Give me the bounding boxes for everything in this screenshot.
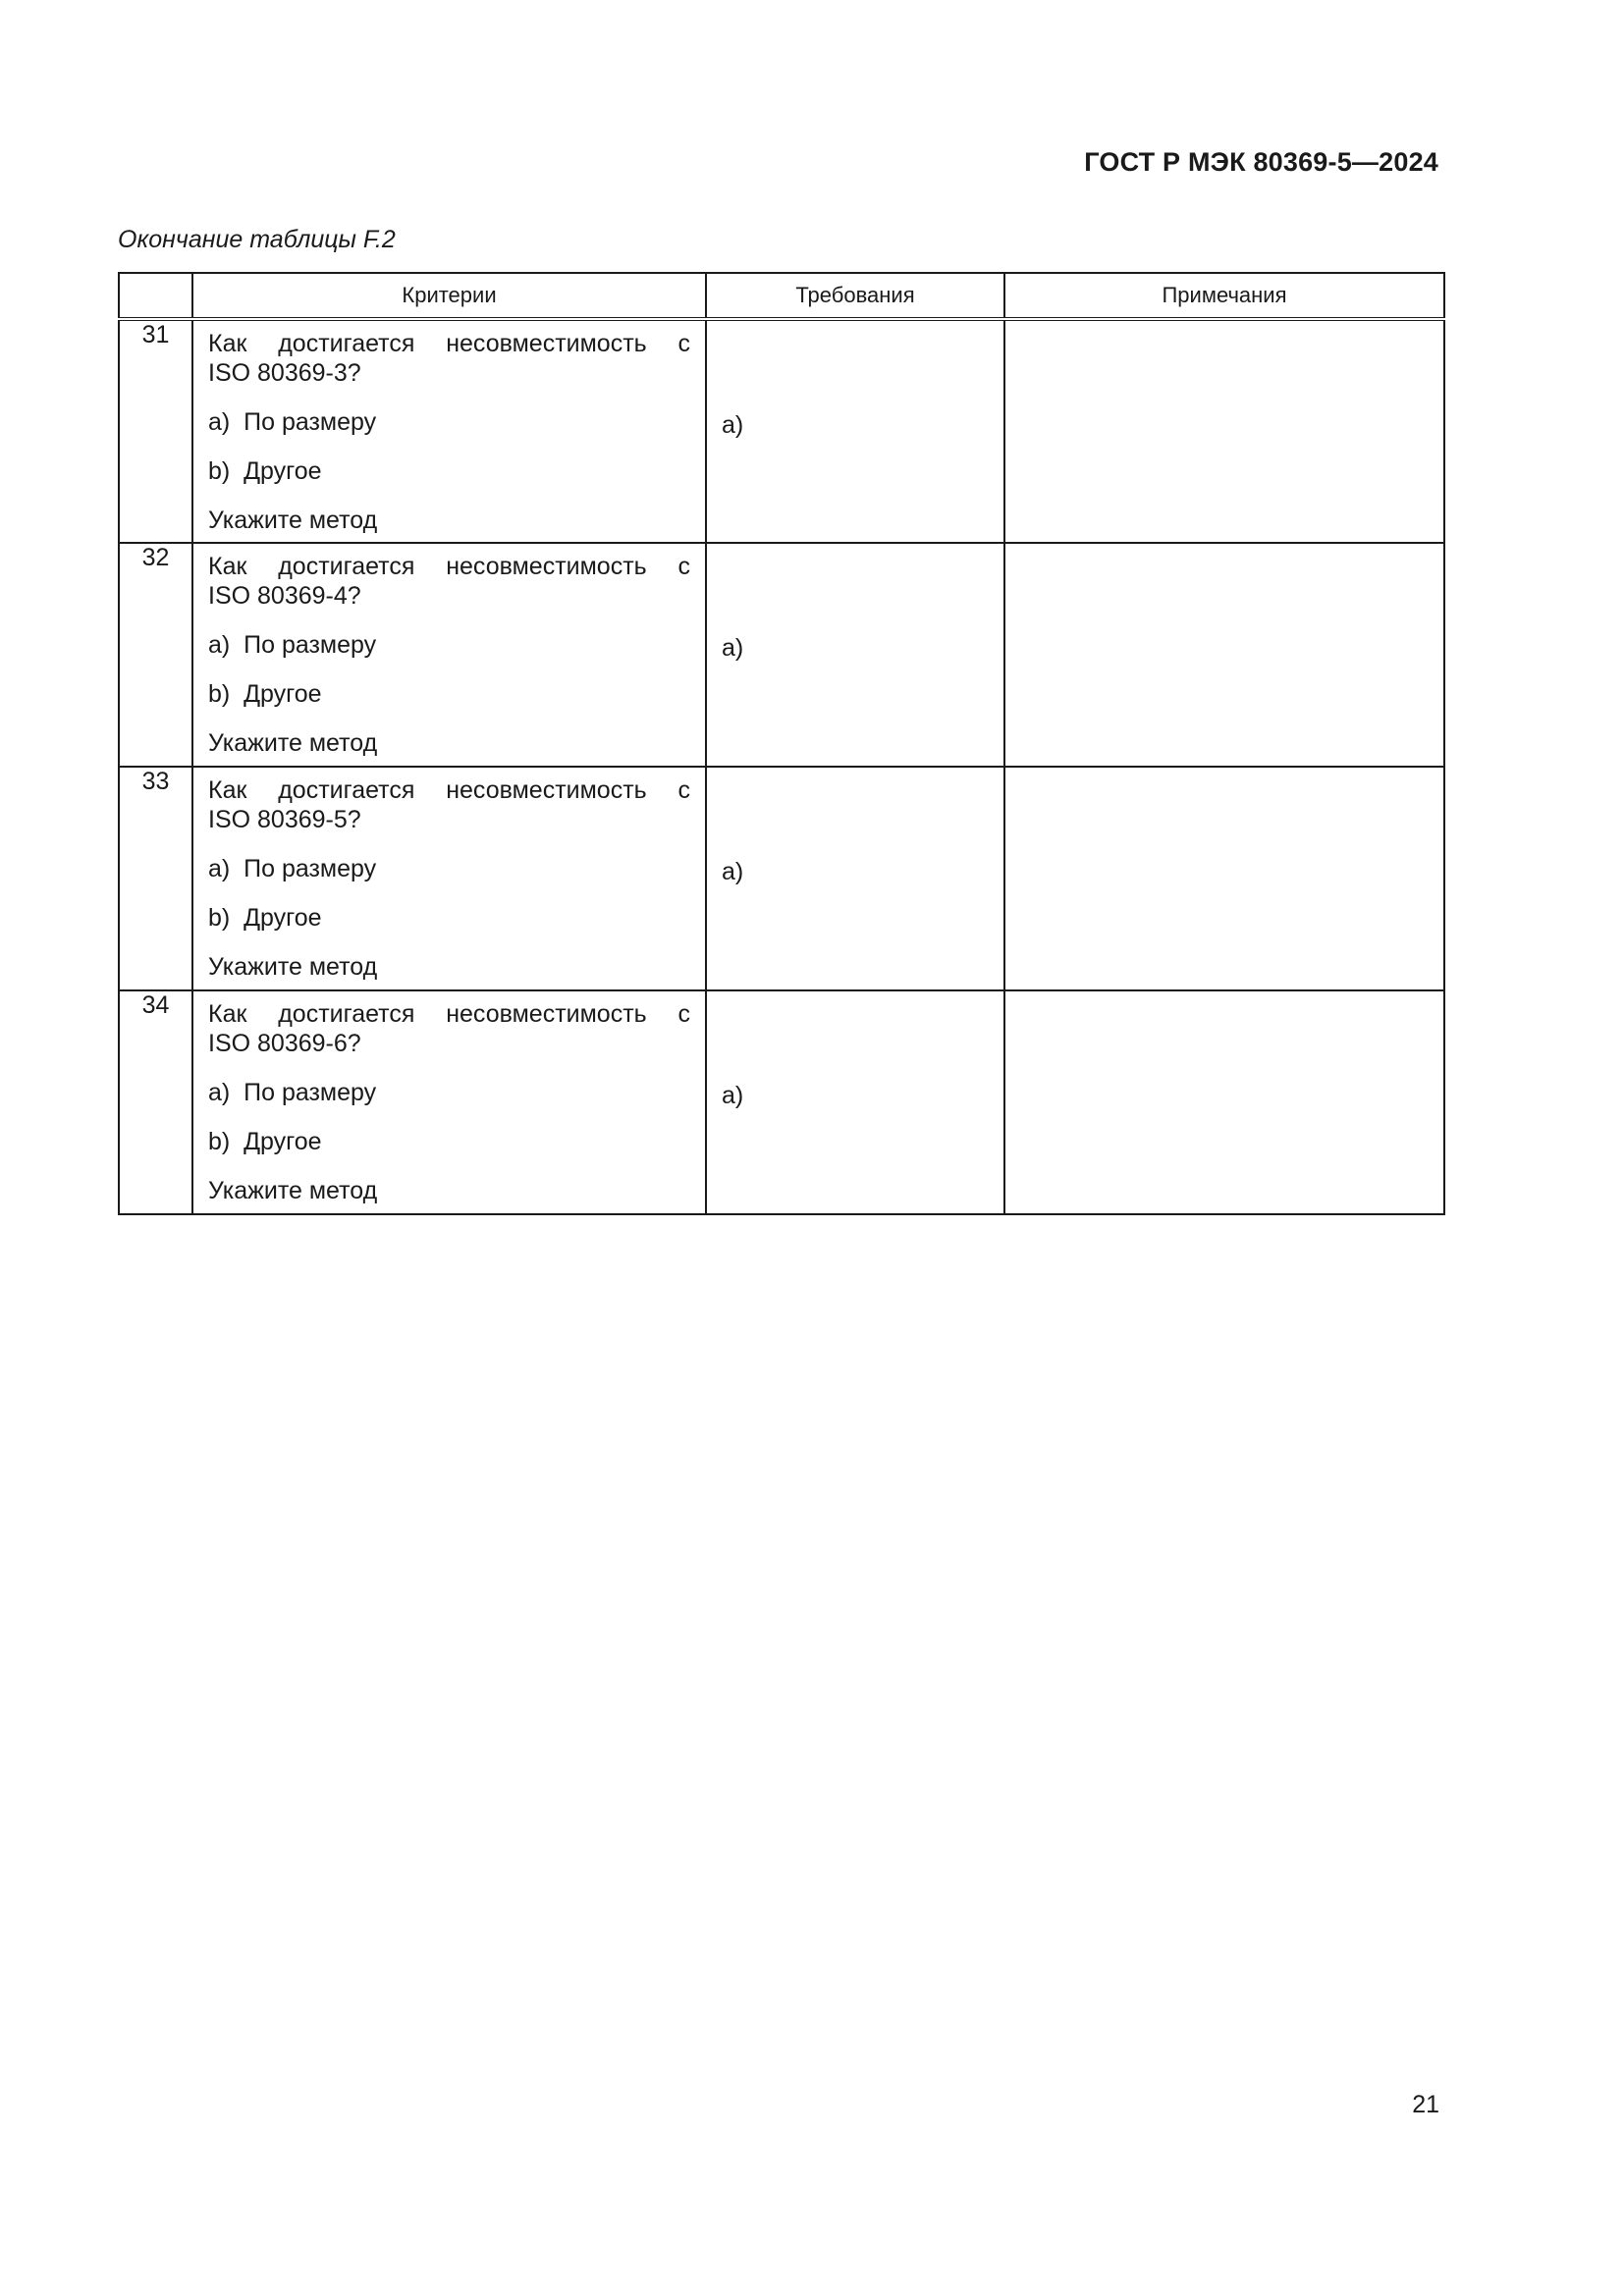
question-line xyxy=(208,999,690,1029)
method-prompt: Укажите метод xyxy=(208,507,378,534)
question-word: достигается xyxy=(278,1000,415,1028)
question-word: Как xyxy=(208,776,247,804)
column-header-requirements: Требования xyxy=(706,273,1004,319)
requirement-value: a) xyxy=(722,858,744,885)
question-word: с xyxy=(677,330,690,357)
requirement-cell xyxy=(706,767,1004,990)
note-cell xyxy=(1004,543,1444,767)
method-prompt: Укажите метод xyxy=(208,953,378,981)
column-header-number xyxy=(119,273,192,319)
option-b: b) Другое xyxy=(208,457,322,485)
question-word: с xyxy=(677,776,690,804)
question-line xyxy=(208,329,690,358)
method-prompt: Укажите метод xyxy=(208,1177,378,1204)
row-number: 33 xyxy=(119,767,192,990)
requirement-value: a) xyxy=(722,1082,744,1109)
table-row xyxy=(119,543,1444,767)
question-standard: ISO 80369-4? xyxy=(208,582,361,610)
table-row xyxy=(119,767,1444,990)
question-word: Как xyxy=(208,1000,247,1028)
question-standard: ISO 80369-6? xyxy=(208,1030,361,1057)
question-word: несовместимость xyxy=(446,776,647,804)
question-word: несовместимость xyxy=(446,330,647,357)
note-cell xyxy=(1004,319,1444,543)
requirement-cell xyxy=(706,990,1004,1214)
requirement-cell xyxy=(706,319,1004,543)
question-word: достигается xyxy=(278,553,415,580)
option-a: a) По размеру xyxy=(208,631,377,659)
column-header-notes: Примечания xyxy=(1004,273,1444,319)
column-header-criteria: Критерии xyxy=(192,273,706,319)
question-line xyxy=(208,775,690,805)
question-standard: ISO 80369-5? xyxy=(208,806,361,833)
question-standard: ISO 80369-3? xyxy=(208,359,361,387)
method-prompt: Укажите метод xyxy=(208,729,378,757)
criteria-cell xyxy=(192,767,706,990)
option-b: b) Другое xyxy=(208,904,322,932)
option-b: b) Другое xyxy=(208,1128,322,1155)
page-number: 21 xyxy=(1412,2091,1439,2118)
criteria-cell xyxy=(192,990,706,1214)
question-word: с xyxy=(677,553,690,580)
question-word: несовместимость xyxy=(446,1000,647,1028)
note-cell xyxy=(1004,990,1444,1214)
option-a: a) По размеру xyxy=(208,1079,377,1106)
question-word: несовместимость xyxy=(446,553,647,580)
question-word: достигается xyxy=(278,330,415,357)
question-line xyxy=(208,552,690,581)
criteria-cell xyxy=(192,543,706,767)
table-row xyxy=(119,319,1444,543)
table-row xyxy=(119,990,1444,1214)
row-number: 31 xyxy=(119,319,192,543)
requirement-value: a) xyxy=(722,411,744,439)
row-number: 32 xyxy=(119,543,192,767)
requirement-value: a) xyxy=(722,634,744,662)
row-number: 34 xyxy=(119,990,192,1214)
table-header-row xyxy=(119,273,1444,319)
note-cell xyxy=(1004,767,1444,990)
option-a: a) По размеру xyxy=(208,855,377,882)
table-caption: Окончание таблицы F.2 xyxy=(118,226,396,253)
document-id: ГОСТ Р МЭК 80369-5—2024 xyxy=(1084,147,1438,177)
criteria-cell xyxy=(192,319,706,543)
requirement-cell xyxy=(706,543,1004,767)
question-word: достигается xyxy=(278,776,415,804)
question-word: Как xyxy=(208,553,247,580)
question-word: Как xyxy=(208,330,247,357)
criteria-table xyxy=(118,272,1445,1215)
option-b: b) Другое xyxy=(208,680,322,708)
question-word: с xyxy=(677,1000,690,1028)
option-a: a) По размеру xyxy=(208,408,377,436)
